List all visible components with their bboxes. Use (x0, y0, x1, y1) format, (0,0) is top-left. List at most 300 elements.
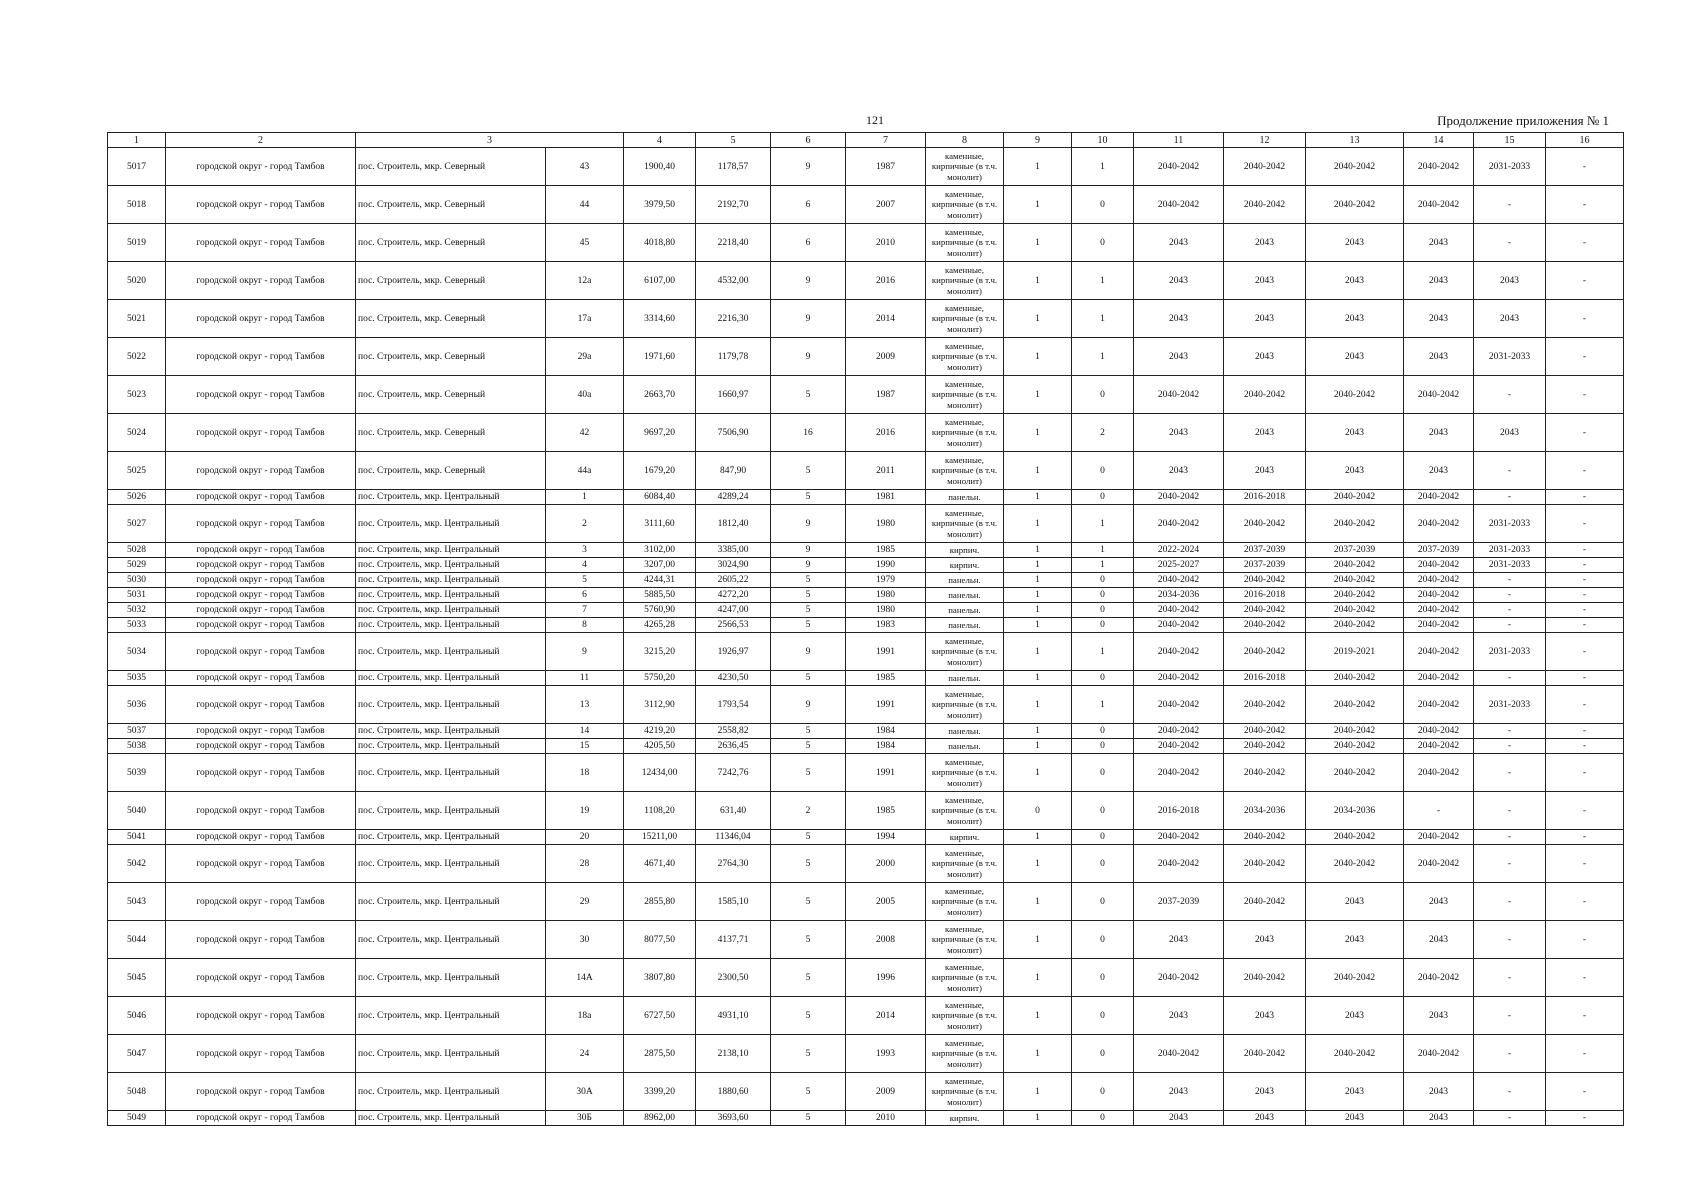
house-number-cell: 13 (546, 686, 624, 724)
living-area-cell: 2300,50 (696, 959, 771, 997)
col-11-cell: 2043 (1134, 262, 1224, 300)
table-row (108, 921, 1624, 959)
col-16-cell: - (1546, 224, 1624, 262)
column-header: 2 (166, 133, 356, 148)
col-11-cell: 2040-2042 (1134, 505, 1224, 543)
row-number-cell: 5049 (108, 1111, 166, 1126)
address-cell: пос. Строитель, мкр. Центральный (356, 633, 546, 671)
col-16-cell: - (1546, 558, 1624, 573)
floors-cell: 5 (771, 883, 846, 921)
total-area-cell: 8077,50 (624, 921, 696, 959)
row-number-cell: 5017 (108, 148, 166, 186)
living-area-cell: 4272,20 (696, 588, 771, 603)
col-16-cell: - (1546, 633, 1624, 671)
municipality-cell: городской округ - город Тамбов (166, 1111, 356, 1126)
col-11-cell: 2043 (1134, 224, 1224, 262)
house-number-cell: 18а (546, 997, 624, 1035)
col-16-cell: - (1546, 830, 1624, 845)
col-12-cell: 2037-2039 (1224, 543, 1306, 558)
col-14-cell: 2040-2042 (1404, 148, 1474, 186)
col-12-cell: 2040-2042 (1224, 148, 1306, 186)
col-11-cell: 2043 (1134, 921, 1224, 959)
col-9-cell: 1 (1004, 543, 1072, 558)
col-9-cell: 1 (1004, 754, 1072, 792)
wall-material-cell: каменные, кирпичные (в т.ч. монолит) (926, 262, 1004, 300)
col-12-cell: 2016-2018 (1224, 490, 1306, 505)
col-16-cell: - (1546, 1035, 1624, 1073)
col-9-cell: 1 (1004, 414, 1072, 452)
col-14-cell: 2043 (1404, 452, 1474, 490)
year-built-cell: 1980 (846, 603, 926, 618)
total-area-cell: 4244,31 (624, 573, 696, 588)
col-12-cell: 2040-2042 (1224, 633, 1306, 671)
col-9-cell: 1 (1004, 573, 1072, 588)
municipality-cell: городской округ - город Тамбов (166, 573, 356, 588)
col-14-cell: 2040-2042 (1404, 686, 1474, 724)
column-header: 1 (108, 133, 166, 148)
floors-cell: 9 (771, 558, 846, 573)
col-14-cell: 2040-2042 (1404, 959, 1474, 997)
house-number-cell: 14 (546, 724, 624, 739)
table-row (108, 490, 1624, 505)
year-built-cell: 1980 (846, 588, 926, 603)
total-area-cell: 5885,50 (624, 588, 696, 603)
table-row (108, 414, 1624, 452)
col-10-cell: 0 (1072, 883, 1134, 921)
table-row (108, 792, 1624, 830)
col-12-cell: 2040-2042 (1224, 845, 1306, 883)
floors-cell: 9 (771, 300, 846, 338)
col-15-cell: - (1474, 618, 1546, 633)
col-11-cell: 2040-2042 (1134, 490, 1224, 505)
col-13-cell: 2040-2042 (1306, 603, 1404, 618)
col-9-cell: 1 (1004, 505, 1072, 543)
house-number-cell: 20 (546, 830, 624, 845)
living-area-cell: 631,40 (696, 792, 771, 830)
row-number-cell: 5042 (108, 845, 166, 883)
floors-cell: 5 (771, 921, 846, 959)
row-number-cell: 5044 (108, 921, 166, 959)
total-area-cell: 3207,00 (624, 558, 696, 573)
col-9-cell: 1 (1004, 1111, 1072, 1126)
col-9-cell: 1 (1004, 148, 1072, 186)
address-cell: пос. Строитель, мкр. Северный (356, 148, 546, 186)
col-16-cell: - (1546, 603, 1624, 618)
col-12-cell: 2040-2042 (1224, 618, 1306, 633)
house-number-cell: 8 (546, 618, 624, 633)
municipality-cell: городской округ - город Тамбов (166, 830, 356, 845)
house-number-cell: 44 (546, 186, 624, 224)
col-14-cell: 2040-2042 (1404, 505, 1474, 543)
floors-cell: 5 (771, 1073, 846, 1111)
col-16-cell: - (1546, 883, 1624, 921)
municipality-cell: городской округ - город Тамбов (166, 262, 356, 300)
col-10-cell: 2 (1072, 414, 1134, 452)
col-15-cell: - (1474, 921, 1546, 959)
total-area-cell: 6084,40 (624, 490, 696, 505)
col-12-cell: 2043 (1224, 1111, 1306, 1126)
col-10-cell: 0 (1072, 452, 1134, 490)
total-area-cell: 8962,00 (624, 1111, 696, 1126)
year-built-cell: 1984 (846, 739, 926, 754)
house-number-cell: 42 (546, 414, 624, 452)
table-row (108, 724, 1624, 739)
house-number-cell: 40а (546, 376, 624, 414)
address-cell: пос. Строитель, мкр. Центральный (356, 830, 546, 845)
floors-cell: 5 (771, 376, 846, 414)
col-16-cell: - (1546, 452, 1624, 490)
col-11-cell: 2043 (1134, 338, 1224, 376)
col-13-cell: 2043 (1306, 414, 1404, 452)
col-9-cell: 1 (1004, 959, 1072, 997)
row-number-cell: 5038 (108, 739, 166, 754)
living-area-cell: 3024,90 (696, 558, 771, 573)
address-cell: пос. Строитель, мкр. Центральный (356, 921, 546, 959)
table-row (108, 573, 1624, 588)
floors-cell: 5 (771, 618, 846, 633)
col-14-cell: 2040-2042 (1404, 671, 1474, 686)
living-area-cell: 1793,54 (696, 686, 771, 724)
municipality-cell: городской округ - город Тамбов (166, 376, 356, 414)
floors-cell: 6 (771, 224, 846, 262)
floors-cell: 9 (771, 505, 846, 543)
col-12-cell: 2040-2042 (1224, 754, 1306, 792)
col-11-cell: 2034-2036 (1134, 588, 1224, 603)
col-12-cell: 2043 (1224, 452, 1306, 490)
address-cell: пос. Строитель, мкр. Северный (356, 376, 546, 414)
address-cell: пос. Строитель, мкр. Центральный (356, 883, 546, 921)
year-built-cell: 2016 (846, 414, 926, 452)
column-header: 3 (356, 133, 624, 148)
floors-cell: 5 (771, 588, 846, 603)
total-area-cell: 9697,20 (624, 414, 696, 452)
living-area-cell: 2218,40 (696, 224, 771, 262)
col-13-cell: 2043 (1306, 1111, 1404, 1126)
wall-material-cell: каменные, кирпичные (в т.ч. монолит) (926, 452, 1004, 490)
total-area-cell: 15211,00 (624, 830, 696, 845)
col-16-cell: - (1546, 792, 1624, 830)
floors-cell: 5 (771, 959, 846, 997)
wall-material-cell: каменные, кирпичные (в т.ч. монолит) (926, 186, 1004, 224)
year-built-cell: 2008 (846, 921, 926, 959)
municipality-cell: городской округ - город Тамбов (166, 686, 356, 724)
table-row (108, 845, 1624, 883)
wall-material-cell: каменные, кирпичные (в т.ч. монолит) (926, 686, 1004, 724)
address-cell: пос. Строитель, мкр. Центральный (356, 588, 546, 603)
col-13-cell: 2043 (1306, 262, 1404, 300)
municipality-cell: городской округ - город Тамбов (166, 414, 356, 452)
col-9-cell: 1 (1004, 1035, 1072, 1073)
col-16-cell: - (1546, 262, 1624, 300)
living-area-cell: 4137,71 (696, 921, 771, 959)
col-15-cell: - (1474, 452, 1546, 490)
total-area-cell: 4018,80 (624, 224, 696, 262)
column-number-row (108, 133, 1624, 148)
col-10-cell: 0 (1072, 921, 1134, 959)
col-10-cell: 0 (1072, 1035, 1134, 1073)
house-number-cell: 30А (546, 1073, 624, 1111)
col-14-cell: 2040-2042 (1404, 1035, 1474, 1073)
row-number-cell: 5037 (108, 724, 166, 739)
total-area-cell: 3102,00 (624, 543, 696, 558)
address-cell: пос. Строитель, мкр. Центральный (356, 543, 546, 558)
house-number-cell: 6 (546, 588, 624, 603)
col-10-cell: 1 (1072, 543, 1134, 558)
col-10-cell: 0 (1072, 618, 1134, 633)
col-15-cell: - (1474, 830, 1546, 845)
wall-material-cell: каменные, кирпичные (в т.ч. монолит) (926, 376, 1004, 414)
col-12-cell: 2040-2042 (1224, 739, 1306, 754)
col-9-cell: 1 (1004, 300, 1072, 338)
total-area-cell: 12434,00 (624, 754, 696, 792)
wall-material-cell: каменные, кирпичные (в т.ч. монолит) (926, 754, 1004, 792)
wall-material-cell: каменные, кирпичные (в т.ч. монолит) (926, 1035, 1004, 1073)
wall-material-cell: каменные, кирпичные (в т.ч. монолит) (926, 921, 1004, 959)
col-15-cell: - (1474, 376, 1546, 414)
total-area-cell: 1679,20 (624, 452, 696, 490)
municipality-cell: городской округ - город Тамбов (166, 724, 356, 739)
row-number-cell: 5031 (108, 588, 166, 603)
col-16-cell: - (1546, 1111, 1624, 1126)
year-built-cell: 1981 (846, 490, 926, 505)
col-12-cell: 2043 (1224, 1073, 1306, 1111)
total-area-cell: 3111,60 (624, 505, 696, 543)
year-built-cell: 2014 (846, 300, 926, 338)
municipality-cell: городской округ - город Тамбов (166, 883, 356, 921)
row-number-cell: 5046 (108, 997, 166, 1035)
col-16-cell: - (1546, 490, 1624, 505)
col-13-cell: 2040-2042 (1306, 724, 1404, 739)
col-13-cell: 2040-2042 (1306, 558, 1404, 573)
col-9-cell: 1 (1004, 603, 1072, 618)
col-10-cell: 0 (1072, 573, 1134, 588)
address-cell: пос. Строитель, мкр. Центральный (356, 754, 546, 792)
col-15-cell: 2043 (1474, 300, 1546, 338)
wall-material-cell: каменные, кирпичные (в т.ч. монолит) (926, 505, 1004, 543)
col-10-cell: 0 (1072, 1111, 1134, 1126)
house-number-cell: 45 (546, 224, 624, 262)
row-number-cell: 5036 (108, 686, 166, 724)
col-10-cell: 1 (1072, 338, 1134, 376)
table-row (108, 262, 1624, 300)
wall-material-cell: кирпич. (926, 830, 1004, 845)
address-cell: пос. Строитель, мкр. Северный (356, 186, 546, 224)
col-16-cell: - (1546, 338, 1624, 376)
year-built-cell: 1996 (846, 959, 926, 997)
wall-material-cell: каменные, кирпичные (в т.ч. монолит) (926, 338, 1004, 376)
col-13-cell: 2040-2042 (1306, 490, 1404, 505)
col-12-cell: 2016-2018 (1224, 671, 1306, 686)
col-9-cell: 1 (1004, 1073, 1072, 1111)
wall-material-cell: каменные, кирпичные (в т.ч. монолит) (926, 792, 1004, 830)
year-built-cell: 2014 (846, 997, 926, 1035)
wall-material-cell: каменные, кирпичные (в т.ч. монолит) (926, 1073, 1004, 1111)
floors-cell: 5 (771, 1035, 846, 1073)
column-header: 4 (624, 133, 696, 148)
table-row (108, 686, 1624, 724)
col-15-cell: 2031-2033 (1474, 686, 1546, 724)
living-area-cell: 1880,60 (696, 1073, 771, 1111)
col-12-cell: 2040-2042 (1224, 376, 1306, 414)
col-14-cell: 2040-2042 (1404, 845, 1474, 883)
col-12-cell: 2043 (1224, 224, 1306, 262)
col-14-cell: 2043 (1404, 997, 1474, 1035)
year-built-cell: 1985 (846, 543, 926, 558)
house-number-cell: 24 (546, 1035, 624, 1073)
wall-material-cell: панельн. (926, 603, 1004, 618)
floors-cell: 5 (771, 671, 846, 686)
col-15-cell: - (1474, 1073, 1546, 1111)
col-16-cell: - (1546, 505, 1624, 543)
col-15-cell: - (1474, 1035, 1546, 1073)
house-number-cell: 30 (546, 921, 624, 959)
table-row (108, 376, 1624, 414)
wall-material-cell: кирпич. (926, 543, 1004, 558)
col-13-cell: 2043 (1306, 921, 1404, 959)
living-area-cell: 11346,04 (696, 830, 771, 845)
col-11-cell: 2043 (1134, 1073, 1224, 1111)
municipality-cell: городской округ - город Тамбов (166, 997, 356, 1035)
col-10-cell: 0 (1072, 959, 1134, 997)
total-area-cell: 3314,60 (624, 300, 696, 338)
table-row (108, 997, 1624, 1035)
col-10-cell: 0 (1072, 830, 1134, 845)
col-12-cell: 2034-2036 (1224, 792, 1306, 830)
address-cell: пос. Строитель, мкр. Северный (356, 300, 546, 338)
col-14-cell: 2043 (1404, 1111, 1474, 1126)
col-15-cell: 2031-2033 (1474, 543, 1546, 558)
col-15-cell: 2031-2033 (1474, 338, 1546, 376)
wall-material-cell: панельн. (926, 739, 1004, 754)
municipality-cell: городской округ - город Тамбов (166, 633, 356, 671)
col-12-cell: 2040-2042 (1224, 883, 1306, 921)
living-area-cell: 3385,00 (696, 543, 771, 558)
col-9-cell: 1 (1004, 588, 1072, 603)
col-11-cell: 2040-2042 (1134, 1035, 1224, 1073)
total-area-cell: 5750,20 (624, 671, 696, 686)
house-number-cell: 5 (546, 573, 624, 588)
living-area-cell: 7242,76 (696, 754, 771, 792)
floors-cell: 5 (771, 490, 846, 505)
address-cell: пос. Строитель, мкр. Центральный (356, 1111, 546, 1126)
col-12-cell: 2043 (1224, 338, 1306, 376)
col-15-cell: - (1474, 186, 1546, 224)
municipality-cell: городской округ - город Тамбов (166, 618, 356, 633)
col-13-cell: 2040-2042 (1306, 186, 1404, 224)
house-number-cell: 17а (546, 300, 624, 338)
col-11-cell: 2040-2042 (1134, 724, 1224, 739)
col-10-cell: 0 (1072, 603, 1134, 618)
row-number-cell: 5043 (108, 883, 166, 921)
col-13-cell: 2019-2021 (1306, 633, 1404, 671)
column-header: 13 (1306, 133, 1404, 148)
col-10-cell: 0 (1072, 739, 1134, 754)
col-11-cell: 2040-2042 (1134, 671, 1224, 686)
year-built-cell: 2011 (846, 452, 926, 490)
col-9-cell: 1 (1004, 338, 1072, 376)
col-13-cell: 2040-2042 (1306, 505, 1404, 543)
wall-material-cell: панельн. (926, 618, 1004, 633)
row-number-cell: 5040 (108, 792, 166, 830)
col-16-cell: - (1546, 573, 1624, 588)
col-13-cell: 2043 (1306, 300, 1404, 338)
year-built-cell: 1980 (846, 505, 926, 543)
col-15-cell: - (1474, 573, 1546, 588)
col-16-cell: - (1546, 543, 1624, 558)
table-row (108, 1035, 1624, 1073)
col-14-cell: 2043 (1404, 224, 1474, 262)
col-14-cell: - (1404, 792, 1474, 830)
municipality-cell: городской округ - город Тамбов (166, 792, 356, 830)
table-row (108, 959, 1624, 997)
table-row (108, 338, 1624, 376)
floors-cell: 16 (771, 414, 846, 452)
col-16-cell: - (1546, 148, 1624, 186)
floors-cell: 9 (771, 262, 846, 300)
year-built-cell: 2016 (846, 262, 926, 300)
col-10-cell: 0 (1072, 754, 1134, 792)
col-11-cell: 2037-2039 (1134, 883, 1224, 921)
col-9-cell: 1 (1004, 671, 1072, 686)
municipality-cell: городской округ - город Тамбов (166, 603, 356, 618)
col-10-cell: 0 (1072, 224, 1134, 262)
table-body (108, 148, 1624, 1126)
col-14-cell: 2043 (1404, 921, 1474, 959)
col-16-cell: - (1546, 845, 1624, 883)
total-area-cell: 6107,00 (624, 262, 696, 300)
col-11-cell: 2043 (1134, 997, 1224, 1035)
col-11-cell: 2025-2027 (1134, 558, 1224, 573)
floors-cell: 5 (771, 573, 846, 588)
house-number-cell: 29а (546, 338, 624, 376)
total-area-cell: 3807,80 (624, 959, 696, 997)
col-16-cell: - (1546, 376, 1624, 414)
total-area-cell: 1900,40 (624, 148, 696, 186)
col-10-cell: 1 (1072, 633, 1134, 671)
wall-material-cell: каменные, кирпичные (в т.ч. монолит) (926, 959, 1004, 997)
col-11-cell: 2040-2042 (1134, 633, 1224, 671)
col-13-cell: 2040-2042 (1306, 686, 1404, 724)
col-14-cell: 2043 (1404, 338, 1474, 376)
col-9-cell: 1 (1004, 186, 1072, 224)
living-area-cell: 4230,50 (696, 671, 771, 686)
table-row (108, 300, 1624, 338)
col-13-cell: 2040-2042 (1306, 671, 1404, 686)
row-number-cell: 5035 (108, 671, 166, 686)
col-14-cell: 2040-2042 (1404, 186, 1474, 224)
house-number-cell: 2 (546, 505, 624, 543)
address-cell: пос. Строитель, мкр. Центральный (356, 959, 546, 997)
col-11-cell: 2043 (1134, 300, 1224, 338)
row-number-cell: 5030 (108, 573, 166, 588)
table-row (108, 224, 1624, 262)
municipality-cell: городской округ - город Тамбов (166, 845, 356, 883)
col-13-cell: 2040-2042 (1306, 754, 1404, 792)
municipality-cell: городской округ - город Тамбов (166, 959, 356, 997)
address-cell: пос. Строитель, мкр. Центральный (356, 1035, 546, 1073)
col-13-cell: 2040-2042 (1306, 376, 1404, 414)
housing-register-table (107, 132, 1624, 1126)
col-14-cell: 2040-2042 (1404, 588, 1474, 603)
col-14-cell: 2040-2042 (1404, 830, 1474, 845)
col-10-cell: 0 (1072, 490, 1134, 505)
col-15-cell: 2031-2033 (1474, 558, 1546, 573)
column-header: 6 (771, 133, 846, 148)
column-header: 10 (1072, 133, 1134, 148)
address-cell: пос. Строитель, мкр. Северный (356, 414, 546, 452)
wall-material-cell: каменные, кирпичные (в т.ч. монолит) (926, 224, 1004, 262)
col-9-cell: 1 (1004, 830, 1072, 845)
